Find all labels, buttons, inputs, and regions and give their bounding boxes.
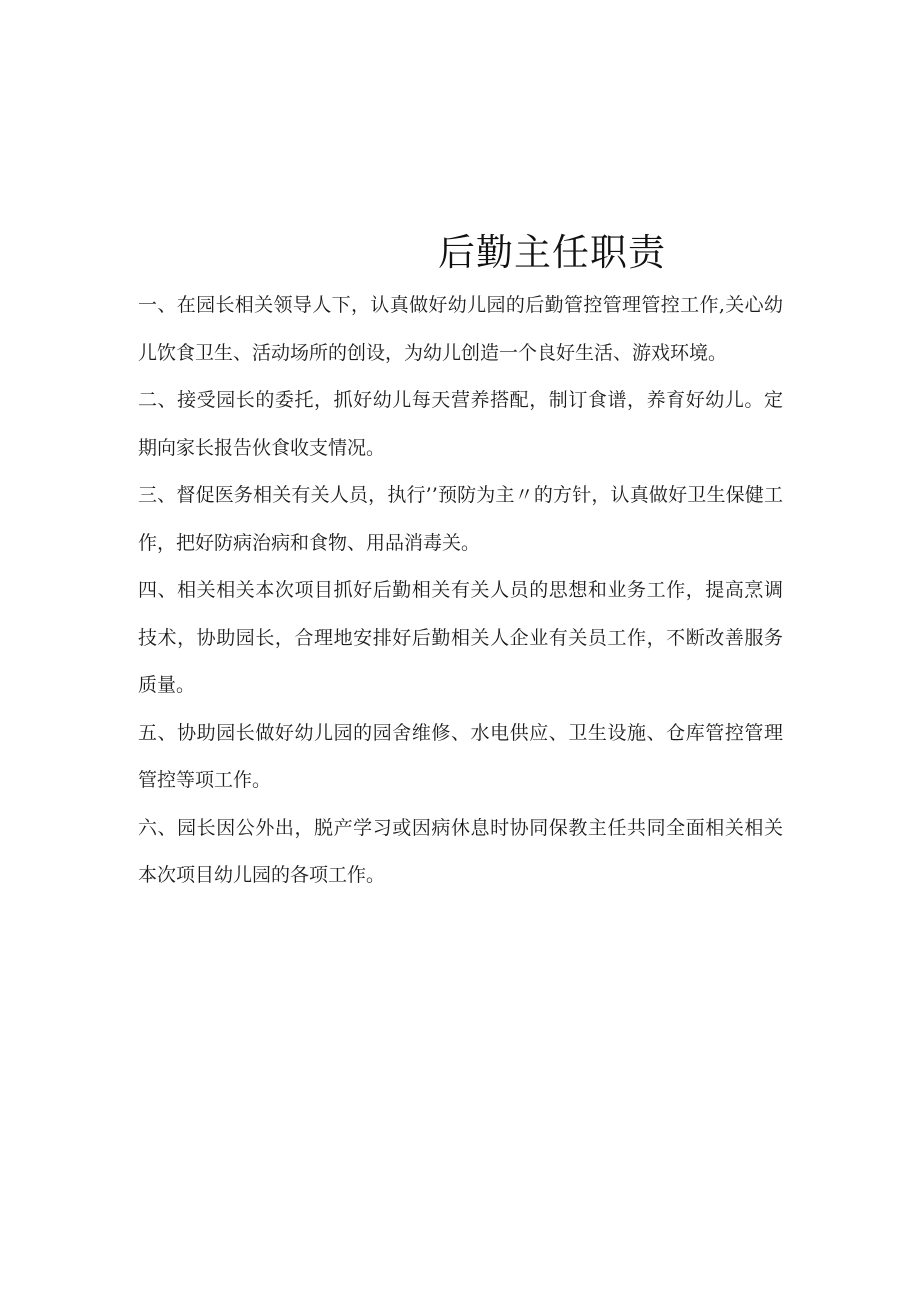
paragraph-1: 一、在园长相关领导人下，认真做好幼儿园的后勤管控管理管控工作,关心幼儿饮食卫生、活动场所的创设，为幼儿创造一个良好生活、游戏环境。 <box>138 294 783 364</box>
document-body <box>138 282 783 900</box>
paragraph-4: 四、相关相关本次项目抓好后勤相关有关人员的思想和业务工作，提高烹调技术，协助园长，合理地安排好后勤相关人企业有关员工作，不断改善服务质量。 <box>138 579 783 696</box>
paragraph-6: 六、园长因公外出，脱产学习或因病休息时协同保教主任共同全面相关相关本次项目幼儿园的各项工作。 <box>138 816 783 886</box>
paragraph-3: 三、督促医务相关有关人员，执行’’预防为主〃的方针，认真做好卫生保健工作，把好防病治病和食物、用品消毒关。 <box>138 484 783 554</box>
paragraph-2: 二、接受园长的委托，抓好幼儿每天营养搭配，制订食谱，养育好幼儿。定期向家长报告伙食收支情况。 <box>138 389 783 459</box>
paragraph-5: 五、协助园长做好幼儿园的园舍维修、水电供应、卫生设施、仓库管控管理管控等项工作。 <box>138 721 783 791</box>
document-title: 后勤主任职责 <box>438 231 666 274</box>
